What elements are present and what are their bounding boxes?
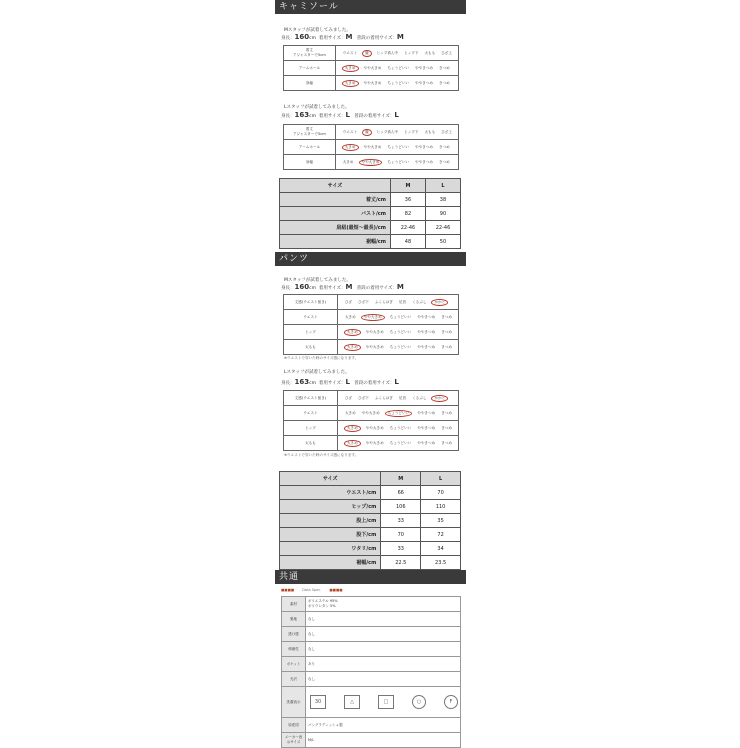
spec-row bbox=[282, 657, 461, 672]
fit-option: ややきつめ bbox=[417, 425, 436, 430]
spec-row bbox=[282, 687, 461, 718]
camisole-l-fit-table bbox=[283, 124, 459, 170]
fit-option: きつめ bbox=[441, 329, 452, 334]
spec-value: なし bbox=[306, 627, 461, 642]
fit-option: ややきつめ bbox=[415, 159, 433, 164]
size-cell: 72 bbox=[421, 528, 461, 542]
fit-option-selected: やや大きめ bbox=[359, 159, 383, 166]
fit-option-selected: 大きめ bbox=[342, 80, 359, 87]
fit-option: ちょうどいい bbox=[387, 144, 410, 149]
laundry-icon: ○ bbox=[412, 695, 426, 709]
tab-1: ■■■■ bbox=[281, 588, 295, 592]
fit-row-label: 丈感(ウエスト留き) bbox=[284, 295, 338, 310]
fit-row-label: 着丈 アジャスターで5cm bbox=[284, 46, 336, 61]
fit-row-options bbox=[337, 406, 458, 421]
fit-option: きつめ bbox=[439, 159, 450, 164]
fit-option: ひざ bbox=[344, 395, 353, 400]
size-header-cell: サイズ bbox=[280, 472, 381, 486]
fit-option: きつめ bbox=[441, 440, 452, 445]
fit-row bbox=[284, 46, 459, 61]
fit-option: ヒップ真ん中 bbox=[376, 50, 399, 55]
fit-option: やや大きめ bbox=[365, 425, 384, 430]
fit-option: ちょうどいい bbox=[387, 159, 410, 164]
fit-option: ちょうどいい bbox=[387, 65, 410, 70]
size-cell: 34 bbox=[421, 542, 461, 556]
size-cell: 82 bbox=[390, 207, 425, 221]
fit-row-options bbox=[337, 295, 458, 310]
size-row-label: バスト/cm bbox=[280, 207, 391, 221]
l-caption: Lスタッフが試着してみました。 bbox=[284, 105, 350, 110]
spec-row bbox=[282, 612, 461, 627]
size-row-label: 股上/cm bbox=[280, 514, 381, 528]
fit-row-options bbox=[337, 391, 458, 406]
fit-row-options bbox=[335, 155, 458, 170]
size-row bbox=[280, 514, 461, 528]
pants-m-fit-table bbox=[283, 294, 459, 355]
section-header-pants: パンツ bbox=[275, 252, 466, 266]
size-cell: 36 bbox=[390, 193, 425, 207]
size-row-label: 裾幅/cm bbox=[280, 556, 381, 570]
size-header-cell: M bbox=[381, 472, 421, 486]
l-staff-info: 身長：163cm 着用サイズ：L 普段の着用サイズ：L bbox=[281, 111, 399, 119]
fit-row-options bbox=[335, 125, 458, 140]
fit-option-selected: やや大きめ bbox=[361, 314, 385, 321]
spec-key: 裏地 bbox=[282, 612, 306, 627]
fit-option: ふくらはぎ bbox=[374, 299, 393, 304]
spec-key: 洗濯表示 bbox=[282, 687, 306, 718]
pants-l-staff-info: 身長：163cm 着用サイズ：L 普段の着用サイズ：L bbox=[281, 378, 399, 386]
laundry-icon: F bbox=[444, 695, 458, 709]
fit-option: ちょうどいい bbox=[389, 425, 412, 430]
fit-option: ヒップ真ん中 bbox=[376, 129, 399, 134]
spec-value: バングラディッシュ製 bbox=[306, 718, 461, 733]
fit-option: 足首 bbox=[398, 395, 407, 400]
fit-option: 太もも bbox=[424, 50, 436, 55]
fit-option-selected: ちょうどいい bbox=[385, 410, 413, 417]
section-header-camisole: キャミソール bbox=[275, 0, 466, 14]
tab-data-spec: Data Spec. bbox=[302, 588, 322, 592]
fit-option-selected: 大きめ bbox=[342, 144, 359, 151]
fit-row bbox=[284, 76, 459, 91]
fit-option-selected: 大きめ bbox=[342, 65, 359, 72]
fit-option: ややきつめ bbox=[417, 329, 436, 334]
spec-row bbox=[282, 718, 461, 733]
size-row-label: ワタリ/cm bbox=[280, 542, 381, 556]
size-cell: 38 bbox=[425, 193, 460, 207]
spec-value: なし bbox=[306, 672, 461, 687]
fit-option: ふくらはぎ bbox=[374, 395, 393, 400]
size-row-label: 股下/cm bbox=[280, 528, 381, 542]
pants-m-caption: Mスタッフが試着してみました。 bbox=[284, 278, 351, 283]
fit-option-selected: 大きめ bbox=[344, 344, 361, 351]
fit-row bbox=[284, 340, 459, 355]
fit-row bbox=[284, 421, 459, 436]
fit-option: ややきつめ bbox=[417, 440, 436, 445]
size-row bbox=[280, 486, 461, 500]
fit-row-label: 着丈 アジャスターで5cm bbox=[284, 125, 336, 140]
size-row-label: ウエスト/cm bbox=[280, 486, 381, 500]
fit-row bbox=[284, 436, 459, 451]
fit-row bbox=[284, 295, 459, 310]
fit-row-options bbox=[337, 310, 458, 325]
spec-key: 透け感 bbox=[282, 627, 306, 642]
fit-row-label: 身幅 bbox=[284, 76, 336, 91]
size-row bbox=[280, 500, 461, 514]
fit-option: やや大きめ bbox=[363, 65, 382, 70]
fit-option: やや大きめ bbox=[363, 144, 382, 149]
spec-table bbox=[281, 596, 461, 748]
tab-3: ■■■■ bbox=[329, 588, 343, 592]
spec-key: ポケット bbox=[282, 657, 306, 672]
fit-option: きつめ bbox=[441, 410, 452, 415]
size-row-label: ヒップ/cm bbox=[280, 500, 381, 514]
laundry-icon: △ bbox=[344, 695, 360, 709]
spec-key: 原産国 bbox=[282, 718, 306, 733]
fit-row bbox=[284, 61, 459, 76]
spec-value: ポリエステル 95% ポリウレタン 5% bbox=[306, 597, 461, 612]
size-cell: 106 bbox=[381, 500, 421, 514]
fit-row bbox=[284, 310, 459, 325]
fit-option-selected: 大きめ bbox=[344, 440, 361, 447]
fit-row-options bbox=[335, 46, 458, 61]
fit-row bbox=[284, 325, 459, 340]
fit-row-options bbox=[337, 421, 458, 436]
fit-option: やや大きめ bbox=[363, 80, 382, 85]
fit-row-options bbox=[337, 436, 458, 451]
size-cell: 48 bbox=[390, 235, 425, 249]
size-row bbox=[280, 207, 461, 221]
size-cell: 35 bbox=[421, 514, 461, 528]
fit-row bbox=[284, 391, 459, 406]
size-row-label: 肩紐(最短～最長)/cm bbox=[280, 221, 391, 235]
spec-value: M/L bbox=[306, 733, 461, 748]
spec-key: 伸縮性 bbox=[282, 642, 306, 657]
spec-row bbox=[282, 733, 461, 748]
fit-row-label: 丈感(ウエスト留き) bbox=[284, 391, 338, 406]
fit-row-label: ウエスト bbox=[284, 310, 338, 325]
spec-value: なし bbox=[306, 612, 461, 627]
size-cell: 33 bbox=[381, 542, 421, 556]
pants-l-fit-table bbox=[283, 390, 459, 451]
spec-value: あり bbox=[306, 657, 461, 672]
fit-option-selected: 腰 bbox=[362, 50, 372, 57]
fit-option: ちょうどいい bbox=[387, 80, 410, 85]
pants-m-note: ※ウエストで穿いた時のサイズ感になります。 bbox=[284, 356, 359, 360]
size-header-cell: M bbox=[390, 179, 425, 193]
spec-row bbox=[282, 642, 461, 657]
fit-option: 大きめ bbox=[344, 314, 356, 319]
laundry-icon: 30 bbox=[310, 695, 326, 709]
spec-tabs bbox=[281, 588, 343, 592]
fit-option: ややきつめ bbox=[417, 410, 436, 415]
fit-row bbox=[284, 406, 459, 421]
spec-value: なし bbox=[306, 642, 461, 657]
size-cell: 22.5 bbox=[381, 556, 421, 570]
fit-option: ひざ bbox=[344, 299, 353, 304]
pants-l-note: ※ウエストで穿いた時のサイズ感になります。 bbox=[284, 453, 359, 457]
size-header-cell: L bbox=[421, 472, 461, 486]
spec-key: 光沢 bbox=[282, 672, 306, 687]
spec-row bbox=[282, 597, 461, 612]
fit-option: ややきつめ bbox=[417, 314, 436, 319]
fit-option-selected: 大きめ bbox=[344, 329, 361, 336]
fit-option: 足首 bbox=[398, 299, 407, 304]
spec-key: メーカー表示サイズ bbox=[282, 733, 306, 748]
fit-option: ややきつめ bbox=[415, 65, 433, 70]
m-staff-info: 身長：160cm 着用サイズ：M 普段の着用サイズ：M bbox=[281, 33, 404, 41]
fit-option: きつめ bbox=[441, 314, 452, 319]
fit-option: くるぶし bbox=[412, 395, 427, 400]
fit-option: ウエスト bbox=[342, 129, 358, 134]
size-cell: 70 bbox=[381, 528, 421, 542]
fit-option: ひざ下 bbox=[358, 395, 369, 400]
size-cell: 33 bbox=[381, 514, 421, 528]
fit-option: ヒップ下 bbox=[404, 129, 419, 134]
fit-row-label: アームホール bbox=[284, 61, 336, 76]
size-cell: 110 bbox=[421, 500, 461, 514]
fit-option: きつめ bbox=[441, 425, 452, 430]
m-caption: Mスタッフが試着してみました。 bbox=[284, 28, 351, 33]
fit-row-options bbox=[337, 325, 458, 340]
fit-option: 大きめ bbox=[342, 159, 354, 164]
fit-option-selected: かかと bbox=[431, 299, 448, 306]
pants-m-staff-info: 身長：160cm 着用サイズ：M 普段の着用サイズ：M bbox=[281, 283, 404, 291]
fit-option: ひざ上 bbox=[441, 50, 452, 55]
size-cell: 23.5 bbox=[421, 556, 461, 570]
camisole-m-fit-table bbox=[283, 45, 459, 91]
spec-row bbox=[282, 627, 461, 642]
fit-option: やや大きめ bbox=[365, 440, 384, 445]
fit-option-selected: 腰 bbox=[362, 129, 372, 136]
section-header-common: 共通 bbox=[275, 570, 466, 584]
size-header-cell: サイズ bbox=[280, 179, 391, 193]
size-cell: 90 bbox=[425, 207, 460, 221]
size-header-cell: L bbox=[425, 179, 460, 193]
size-cell: 22-46 bbox=[425, 221, 460, 235]
fit-row-label: ヒップ bbox=[284, 421, 338, 436]
fit-option: 太もも bbox=[424, 129, 436, 134]
size-row bbox=[280, 542, 461, 556]
fit-option: ひざ下 bbox=[358, 299, 369, 304]
wash-icons bbox=[308, 695, 458, 709]
fit-option: ちょうどいい bbox=[389, 314, 412, 319]
fit-row-label: アームホール bbox=[284, 140, 336, 155]
size-row bbox=[280, 556, 461, 570]
size-row bbox=[280, 528, 461, 542]
pants-l-caption: Lスタッフが試着してみました。 bbox=[284, 370, 350, 375]
fit-row-label: 身幅 bbox=[284, 155, 336, 170]
fit-option: きつめ bbox=[439, 144, 450, 149]
fit-option: ちょうどいい bbox=[389, 440, 412, 445]
fit-option-selected: 大きめ bbox=[344, 425, 361, 432]
size-cell: 22-46 bbox=[390, 221, 425, 235]
fit-row-options bbox=[335, 61, 458, 76]
fit-row-options bbox=[335, 140, 458, 155]
fit-option: ちょうどいい bbox=[389, 344, 412, 349]
fit-row-label: ウエスト bbox=[284, 406, 338, 421]
fit-option: ヒップ下 bbox=[404, 50, 419, 55]
fit-option: ちょうどいい bbox=[389, 329, 412, 334]
fit-option: ひざ上 bbox=[441, 129, 452, 134]
fit-row-options bbox=[335, 76, 458, 91]
size-cell: 70 bbox=[421, 486, 461, 500]
size-cell: 66 bbox=[381, 486, 421, 500]
fit-row bbox=[284, 125, 459, 140]
size-row bbox=[280, 221, 461, 235]
fit-option: やや大きめ bbox=[365, 344, 384, 349]
spec-row bbox=[282, 672, 461, 687]
camisole-size-table bbox=[279, 178, 461, 249]
size-row bbox=[280, 193, 461, 207]
fit-option: くるぶし bbox=[412, 299, 427, 304]
spec-value bbox=[306, 687, 461, 718]
laundry-icon: □ bbox=[378, 695, 394, 709]
fit-option: やや大きめ bbox=[365, 329, 384, 334]
fit-row bbox=[284, 140, 459, 155]
size-cell: 50 bbox=[425, 235, 460, 249]
fit-option: ややきつめ bbox=[417, 344, 436, 349]
spec-key: 素材 bbox=[282, 597, 306, 612]
fit-option: ウエスト bbox=[342, 50, 358, 55]
fit-option: きつめ bbox=[439, 80, 450, 85]
fit-row-label: 太もも bbox=[284, 340, 338, 355]
fit-row-options bbox=[337, 340, 458, 355]
fit-option: 大きめ bbox=[344, 410, 356, 415]
fit-option-selected: かかと bbox=[431, 395, 448, 402]
size-row bbox=[280, 235, 461, 249]
pants-size-table bbox=[279, 471, 461, 570]
fit-option: きつめ bbox=[439, 65, 450, 70]
fit-row-label: ヒップ bbox=[284, 325, 338, 340]
fit-option: きつめ bbox=[441, 344, 452, 349]
fit-option: ややきつめ bbox=[415, 144, 433, 149]
size-row-label: 裾幅/cm bbox=[280, 235, 391, 249]
fit-option: やや大きめ bbox=[361, 410, 380, 415]
size-row-label: 着丈/cm bbox=[280, 193, 391, 207]
fit-option: ややきつめ bbox=[415, 80, 433, 85]
fit-row bbox=[284, 155, 459, 170]
fit-row-label: 太もも bbox=[284, 436, 338, 451]
